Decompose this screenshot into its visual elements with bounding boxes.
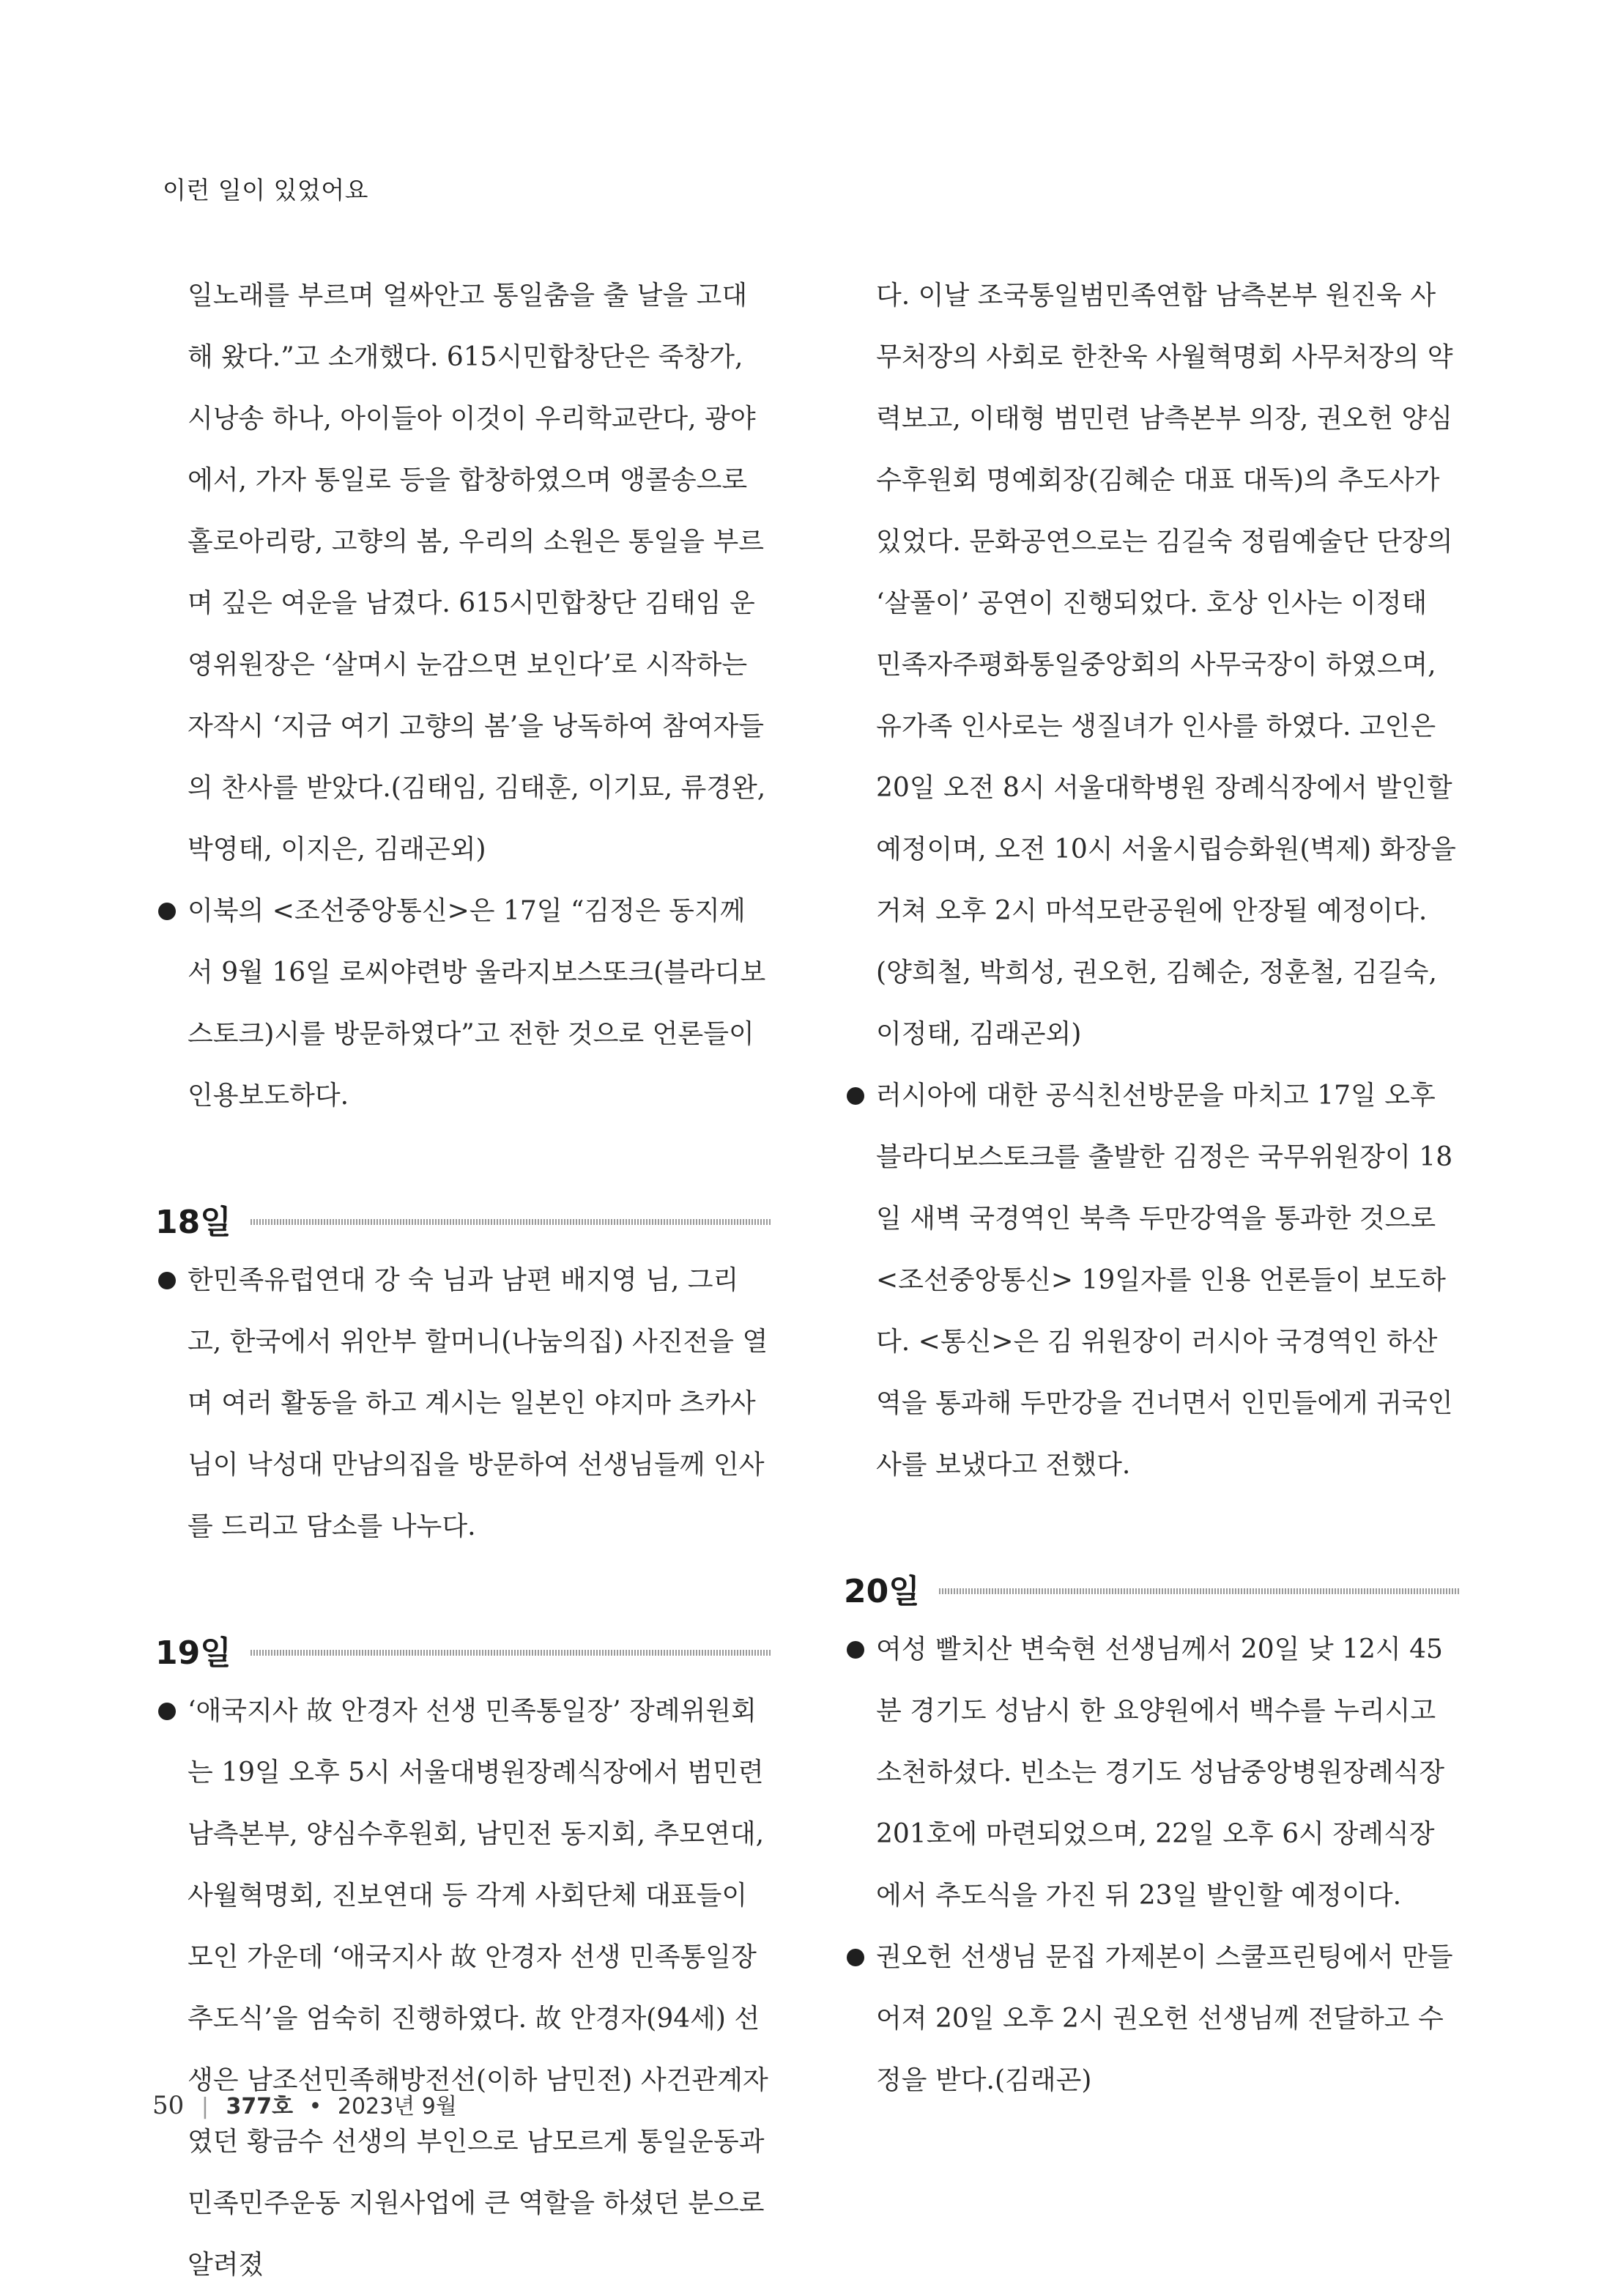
paragraph: 일노래를 부르며 얼싸안고 통일춤을 출 날을 고대해 왔다.”고 소개했다. 615시민합창단은 죽창가, 시낭송 하나, 아이들아 이것이 우리학교란다, 광야에서, 가자 통일로 등을 합창하였으며 앵콜송으로 홀로아리랑, 고향의 봄, 우리의 소원은 통일을 부르며 깊은 여운을 남겼다. 615시민합창단 김태임 운영위원장은 ‘살며시 눈감으면 보인다’로 시작하는 자작시 ‘지금 여기 고향의 봄’을 낭독하여 참여자들의 찬사를 받았다.(김태임, 김태훈, 이기묘, 류경완, 박영태, 이지은, 김래곤외) xyxy=(188,281,766,864)
bullet-icon xyxy=(847,1641,864,1659)
day-heading-20 xyxy=(844,1558,1459,1619)
heading-rule xyxy=(251,1219,771,1225)
list-item xyxy=(844,1065,1459,1496)
list-item-text: 한민족유럽연대 강 숙 님과 남편 배지영 님, 그리고, 한국에서 위안부 할머니(나눔의집) 사진전을 열며 여러 활동을 하고 계시는 일본인 야지마 츠카사 님이 낙성대 만남의집을 방문하여 선생님들께 인사를 드리고 담소를 나누다. xyxy=(188,1265,768,1541)
footer-separator: | xyxy=(201,2094,209,2119)
list-item xyxy=(155,1681,771,2296)
day-heading-19 xyxy=(155,1619,771,1681)
footer-dot: • xyxy=(308,2094,322,2119)
heading-rule xyxy=(251,1650,771,1656)
heading-rule xyxy=(939,1588,1459,1594)
day-heading-label: 19일 xyxy=(155,1634,231,1672)
list-item-text: ‘애국지사 故 안경자 선생 민족통일장’ 장례위원회는 19일 오후 5시 서울대병원장례식장에서 범민련 남측본부, 양심수후원회, 남민전 동지회, 추모연대, 사월혁명회, 진보연대 등 각계 사회단체 대표들이 모인 가운데 ‘애국지사 故 안경자 선생 민족통일장 추도식’을 엄숙히 진행하였다. 故 안경자(94세) 선생은 남조선민족해방전선(이하 남민전) 사건관계자였던 황금수 선생의 부인으로 남모르게 통일운동과 민족민주운동 지원사업에 큰 역할을 하셨던 분으로 알려졌 xyxy=(188,1696,768,2280)
right-column xyxy=(844,265,1459,2111)
bullet-icon xyxy=(847,1949,864,1966)
page-footer xyxy=(152,2088,457,2120)
bullet-icon xyxy=(158,903,176,920)
issue-number: 377호 xyxy=(226,2094,294,2119)
list-item xyxy=(844,1619,1459,1927)
bullet-icon xyxy=(158,1272,176,1289)
day-heading-18 xyxy=(155,1188,771,1250)
list-item-text: 여성 빨치산 변숙현 선생님께서 20일 낮 12시 45분 경기도 성남시 한 요양원에서 백수를 누리시고 소천하셨다. 빈소는 경기도 성남중앙병원장례식장 201호에 마련되었으며, 22일 오후 6시 장례식장에서 추도식을 가진 뒤 23일 발인할 예정이다. xyxy=(876,1634,1445,1911)
paragraph: 다. 이날 조국통일범민족연합 남측본부 원진욱 사무처장의 사회로 한찬욱 사월혁명회 사무처장의 약력보고, 이태형 범민련 남측본부 의장, 권오헌 양심수후원회 명예회장(김혜순 대표 대독)의 추도사가 있었다. 문화공연으로는 김길숙 정림예술단 단장의 ‘살풀이’ 공연이 진행되었다. 호상 인사는 이정태 민족자주평화통일중앙회의 사무국장이 하였으며, 유가족 인사로는 생질녀가 인사를 하였다. 고인은 20일 오전 8시 서울대학병원 장례식장에서 발인할 예정이며, 오전 10시 서울시립승화원(벽제) 화장을 거쳐 오후 2시 마석모란공원에 안장될 예정이다.(양희철, 박희성, 권오헌, 김혜순, 정훈철, 김길숙, 이정태, 김래곤외) xyxy=(876,281,1456,1049)
list-item xyxy=(155,881,771,1127)
list-item-text: 권오헌 선생님 문집 가제본이 스쿨프린팅에서 만들어져 20일 오후 2시 권오헌 선생님께 전달하고 수정을 받다.(김래곤) xyxy=(876,1942,1453,2095)
list-item xyxy=(844,1927,1459,2111)
bullet-icon xyxy=(847,1087,864,1105)
left-column xyxy=(155,265,771,2296)
bullet-icon xyxy=(158,1703,176,1720)
list-item-text: 러시아에 대한 공식친선방문을 마치고 17일 오후 블라디보스토크를 출발한 김정은 국무위원장이 18일 새벽 국경역인 북측 두만강역을 통과한 것으로 <조선중앙통신> 19일자를 인용 언론들이 보도하다. <통신>은 김 위원장이 러시아 국경역인 하산역을 통과해 두만강을 건너면서 인민들에게 귀국인사를 보냈다고 전했다. xyxy=(876,1081,1453,1480)
page-number: 50 xyxy=(152,2091,185,2120)
list-item xyxy=(155,1250,771,1558)
day-heading-label: 18일 xyxy=(155,1204,231,1241)
day-heading-label: 20일 xyxy=(844,1573,920,1610)
section-header: 이런 일이 있었어요 xyxy=(163,176,369,204)
issue-date: 2023년 9월 xyxy=(337,2094,457,2119)
list-item-text: 이북의 <조선중앙통신>은 17일 “김정은 동지께서 9월 16일 로씨야련방 울라지보스또크(블라디보스토크)시를 방문하였다”고 전한 것으로 언론들이 인용보도하다. xyxy=(188,896,766,1111)
